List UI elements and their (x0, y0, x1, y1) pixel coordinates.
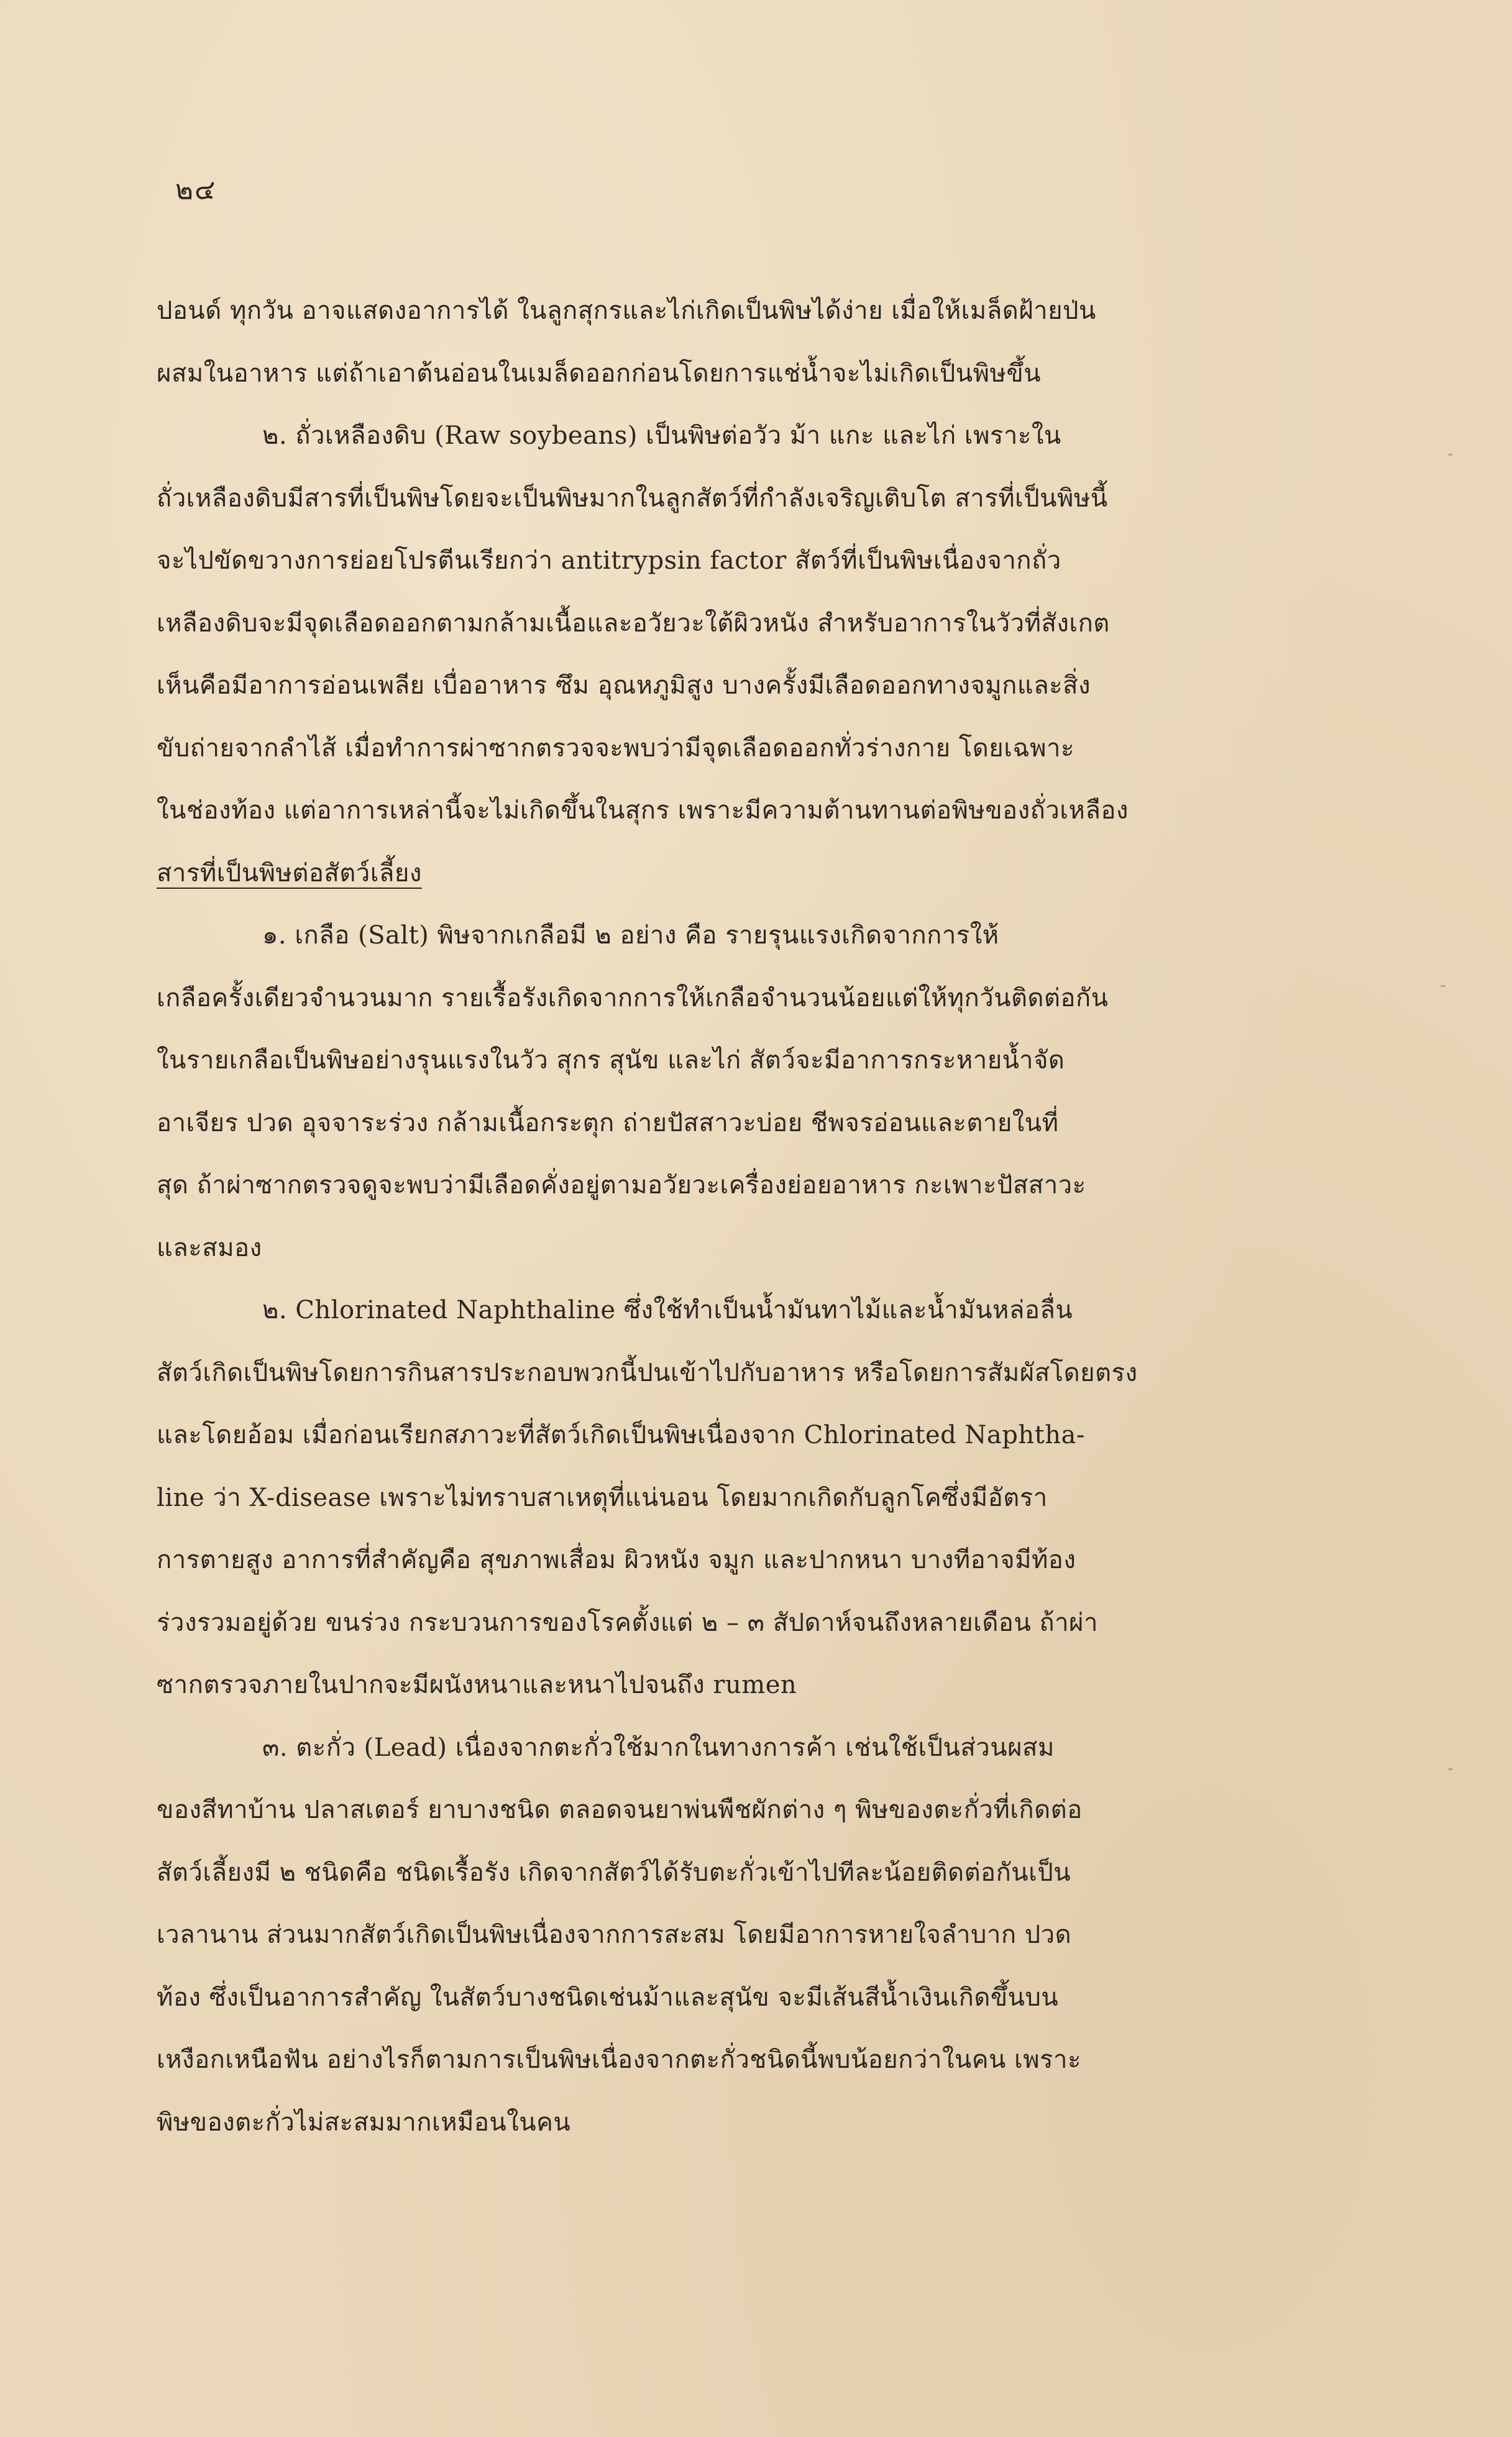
text-line: สัตว์เลี้ยงมี ๒ ชนิดคือ ชนิดเรื้อรัง เกิดจากสัตว์ได้รับตะกั่วเข้าไปทีละน้อยติดต่อกันเป็น (157, 1858, 1071, 1887)
text-line: ผสมในอาหาร แต่ถ้าเอาต้นอ่อนในเมล็ดออกก่อนโดยการแช่น้ำจะไม่เกิดเป็นพิษขึ้น (157, 359, 1042, 388)
page-number: ๒๔ (175, 174, 217, 206)
text-line: การตายสูง อาการที่สำคัญคือ สุขภาพเสื่อม ผิวหนัง จมูก และปากหนา บางทีอาจมีท้อง (157, 1546, 1076, 1574)
text-line: เวลานาน ส่วนมากสัตว์เกิดเป็นพิษเนื่องจากการสะสม โดยมีอาการหายใจลำบาก ปวด (157, 1921, 1072, 1949)
text-line: ขับถ่ายจากลำไส้ เมื่อทำการผ่าซากตรวจจะพบว่ามีจุดเลือดออกทั่วร่างกาย โดยเฉพาะ (157, 733, 1074, 763)
text-line: ๑. เกลือ (Salt) พิษจากเกลือมี ๒ อย่าง คือ รายรุนแรงเกิดจากการให้ (262, 921, 999, 950)
text-line: อาเจียร ปวด อุจจาระร่วง กล้ามเนื้อกระตุก ถ่ายปัสสาวะบ่อย ชีพจรอ่อนและตายในที่ (157, 1108, 1059, 1137)
text-line: ในรายเกลือเป็นพิษอย่างรุนแรงในวัว สุกร สุนัข และไก่ สัตว์จะมีอาการกระหายน้ำจัด (157, 1046, 1065, 1075)
text-line: ถั่วเหลืองดิบมีสารที่เป็นพิษโดยจะเป็นพิษมากในลูกสัตว์ที่กำลังเจริญเติบโต สารที่เป็นพิษนี้ (157, 484, 1108, 513)
text-line: จะไปขัดขวางการย่อยโปรตีนเรียกว่า antitrypsin factor สัตว์ที่เป็นพิษเนื่องจากถั่ว (157, 546, 1061, 575)
paper-mark (1448, 454, 1453, 456)
text-line: ซากตรวจภายในปากจะมีผนังหนาและหนาไปจนถึง rumen (157, 1671, 797, 1699)
text-line: เหงือกเหนือฟัน อย่างไรก็ตามการเป็นพิษเนื่องจากตะกั่วชนิดนี้พบน้อยกว่าในคน เพราะ (157, 2045, 1081, 2074)
text-line: เห็นคือมีอาการอ่อนเพลีย เบื่ออาหาร ซึม อุณหภูมิสูง บางครั้งมีเลือดออกทางจมูกและสิ่ง (157, 671, 1091, 700)
text-line: ร่วงรวมอยู่ด้วย ขนร่วง กระบวนการของโรคตั้งแต่ ๒ – ๓ สัปดาห์จนถึงหลายเดือน ถ้าผ่า (157, 1608, 1098, 1637)
document-body (157, 280, 1201, 2154)
section-heading: สารที่เป็นพิษต่อสัตว์เลี้ยง (157, 858, 422, 888)
paper-mark (1441, 985, 1446, 987)
text-line: สัตว์เกิดเป็นพิษโดยการกินสารประกอบพวกนี้ปนเข้าไปกับอาหาร หรือโดยการสัมผัสโดยตรง (157, 1358, 1138, 1387)
text-line: line ว่า X-disease เพราะไม่ทราบสาเหตุที่แน่นอน โดยมากเกิดกับลูกโคซึ่งมีอัตรา (157, 1483, 1048, 1512)
text-line: และโดยอ้อม เมื่อก่อนเรียกสภาวะที่สัตว์เกิดเป็นพิษเนื่องจาก Chlorinated Naphtha- (157, 1421, 1085, 1449)
text-line: เหลืองดิบจะมีจุดเลือดออกตามกล้ามเนื้อและอวัยวะใต้ผิวหนัง สำหรับอาการในวัวที่สังเกต (157, 608, 1110, 638)
text-line: ปอนด์ ทุกวัน อาจแสดงอาการได้ ในลูกสุกรและไก่เกิดเป็นพิษได้ง่าย เมื่อให้เมล็ดฝ้ายป่น (157, 296, 1096, 325)
paper-mark (1448, 1768, 1453, 1770)
text-line: สุด ถ้าผ่าซากตรวจดูจะพบว่ามีเลือดคั่งอยู่ตามอวัยวะเครื่องย่อยอาหาร กะเพาะปัสสาวะ (157, 1171, 1086, 1200)
text-line: พิษของตะกั่วไม่สะสมมากเหมือนในคน (157, 2108, 571, 2137)
text-line: และสมอง (157, 1233, 262, 1262)
text-line: ๒. ถั่วเหลืองดิบ (Raw soybeans) เป็นพิษต่อวัว ม้า แกะ และไก่ เพราะใน (262, 421, 1061, 450)
text-line: ๓. ตะกั่ว (Lead) เนื่องจากตะกั่วใช้มากในทางการค้า เช่นใช้เป็นส่วนผสม (262, 1733, 1055, 1762)
text-line: ในช่องท้อง แต่อาการเหล่านี้จะไม่เกิดขึ้นในสุกร เพราะมีความต้านทานต่อพิษของถั่วเหลือง (157, 796, 1129, 825)
text-line: ๒. Chlorinated Naphthaline ซึ่งใช้ทำเป็นน้ำมันทาไม้และน้ำมันหล่อลื่น (262, 1296, 1073, 1324)
text-line: ท้อง ซึ่งเป็นอาการสำคัญ ในสัตว์บางชนิดเช่นม้าและสุนัข จะมีเส้นสีน้ำเงินเกิดขึ้นบน (157, 1983, 1059, 2012)
text-line: เกลือครั้งเดียวจำนวนมาก รายเรื้อรังเกิดจากการให้เกลือจำนวนน้อยแต่ให้ทุกวันติดต่อกัน (157, 983, 1109, 1012)
text-line: ของสีทาบ้าน ปลาสเตอร์ ยาบางชนิด ตลอดจนยาพ่นพืชผักต่าง ๆ พิษของตะกั่วที่เกิดต่อ (157, 1796, 1083, 1824)
